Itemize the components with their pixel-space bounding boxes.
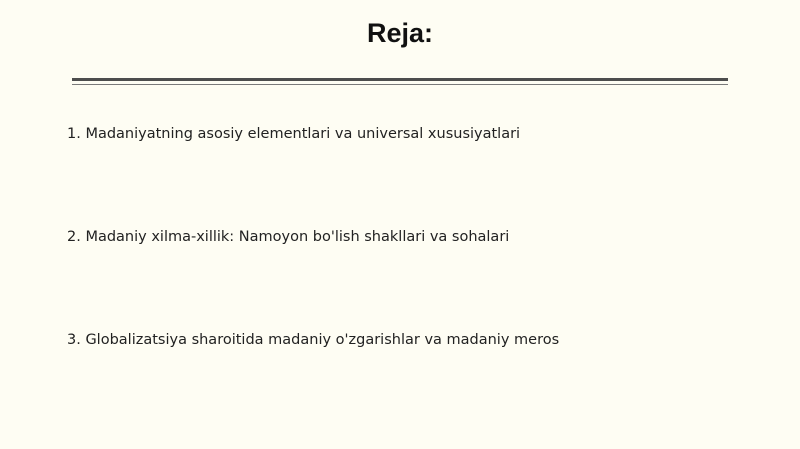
plan-item-1: 1. Madaniyatning asosiy elementlari va universal xususiyatlari [67, 126, 521, 142]
slide-title: Reja: [366, 18, 434, 48]
plan-item-3: 3. Globalizatsiya sharoitida madaniy o'zgarishlar va madaniy meros [67, 332, 560, 348]
plan-item-2: 2. Madaniy xilma-xillik: Namoyon bo'lish shakllari va sohalari [67, 229, 510, 245]
title-divider-thick [72, 78, 728, 81]
title-divider-thin [72, 84, 728, 85]
